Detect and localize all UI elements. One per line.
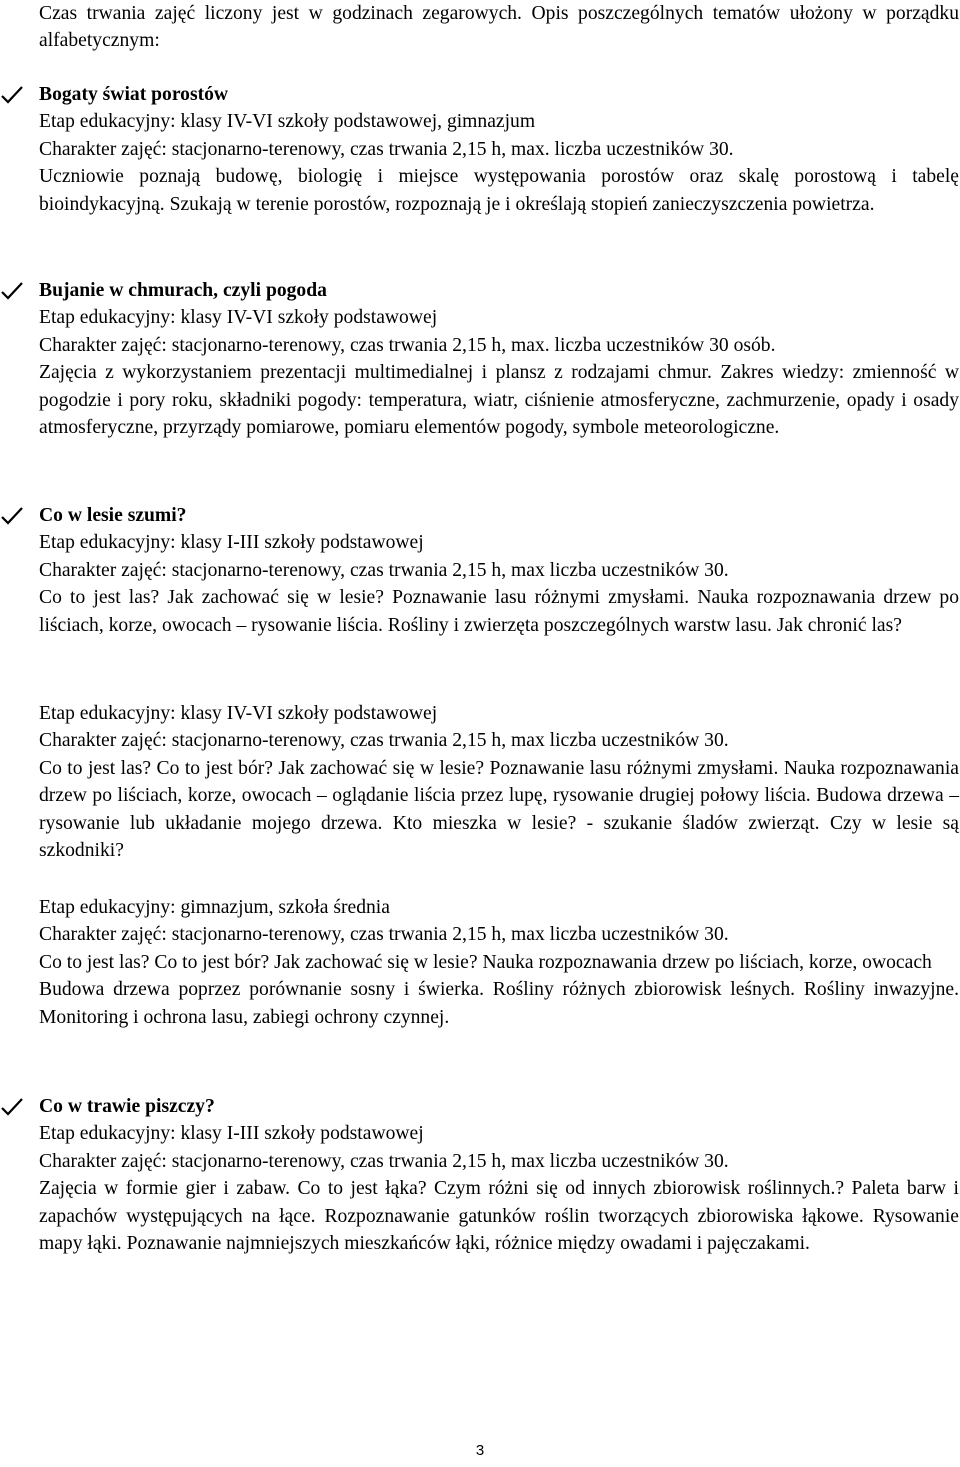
topic-charakter: Charakter zajęć: stacjonarno-terenowy, czas trwania 2,15 h, max. liczba uczestników 30.: [39, 138, 734, 160]
topic-charakter: Charakter zajęć: stacjonarno-terenowy, czas trwania 2,15 h, max liczba uczestników 30.: [39, 1150, 729, 1172]
topic-etap: Etap edukacyjny: gimnazjum, szkoła średnia: [39, 897, 390, 918]
check-icon: [0, 281, 24, 301]
topic-title: Bujanie w chmurach, czyli pogoda: [39, 280, 327, 301]
topic-etap: Etap edukacyjny: klasy IV-VI szkoły podstawowej, gimnazjum: [39, 111, 536, 133]
topic-description: Co to jest las? Co to jest bór? Jak zachować się w lesie? Nauka rozpoznawania drzew po liściach, korze, owocach: [39, 951, 932, 973]
topic-description: Zajęcia z wykorzystaniem prezentacji multimedialnej i plansz z rodzajami chmur. Zakres wiedzy: zmienność w pogodzie i pory roku, składniki pogody: temperatura, wiatr, ciśnienie atmosferyczne, zachmurzenie, opady i osady atmosferyczne, przyrządy pomiarowe, pomiaru elementów pogody, symbole meteorologiczne.: [39, 362, 959, 439]
topic-charakter: Charakter zajęć: stacjonarno-terenowy, czas trwania 2,15 h, max liczba uczestników 30.: [39, 559, 729, 581]
topic-etap: Etap edukacyjny: klasy IV-VI szkoły podstawowej: [39, 307, 438, 329]
topic-etap: Etap edukacyjny: klasy IV-VI szkoły podstawowej: [39, 703, 438, 724]
topic-charakter: Charakter zajęć: stacjonarno-terenowy, czas trwania 2,15 h, max liczba uczestników 30.: [39, 730, 729, 752]
topic-etap: Etap edukacyjny: klasy I-III szkoły podstawowej: [39, 532, 424, 554]
topic-porosty: [39, 81, 959, 218]
topic-description: Zajęcia w formie gier i zabaw. Co to jest łąka? Czym różni się od innych zbiorowisk roślinnych.? Paleta barw i zapachów występujących na łące. Rozpoznawanie gatunków roślin tworzących zbiorowiska łąkowe. Rysowanie mapy łąki. Poznawanie najmniejszych mieszkańców łąki, różnice między owadami i pajęczakami.: [39, 1178, 959, 1255]
check-icon: [0, 85, 24, 105]
page-number: 3: [475, 1442, 485, 1459]
topic-charakter: Charakter zajęć: stacjonarno-terenowy, czas trwania 2,15 h, max. liczba uczestników 30 osób.: [39, 334, 776, 356]
topic-las-section-2: [39, 700, 959, 864]
topic-description-extra: Budowa drzewa poprzez porównanie sosny i świerka. Rośliny różnych zbiorowisk leśnych. Rośliny inwazyjne. Monitoring i ochrona lasu, zabiegi ochrony czynnej.: [39, 979, 959, 1028]
topic-title: Co w lesie szumi?: [39, 505, 187, 526]
topic-pogoda: [39, 277, 959, 441]
topic-las-section-3: [39, 894, 959, 1031]
topic-title: Bogaty świat porostów: [39, 84, 229, 105]
topic-description: Co to jest las? Jak zachować się w lesie? Poznawanie lasu różnymi zmysłami. Nauka rozpoznawania drzew po liściach, korze, owocach – rysowanie liścia. Rośliny i zwierzęta poszczególnych warstw lasu. Jak chronić las?: [39, 587, 959, 636]
topic-charakter: Charakter zajęć: stacjonarno-terenowy, czas trwania 2,15 h, max liczba uczestników 30.: [39, 924, 729, 946]
check-icon: [0, 1097, 24, 1117]
topic-las: [39, 502, 959, 639]
topic-laka: [39, 1093, 959, 1257]
topic-description: Co to jest las? Co to jest bór? Jak zachować się w lesie? Poznawanie lasu różnymi zmysłami. Nauka rozpoznawania drzew po liściach, korze, owocach – oglądanie liścia przez lupę, rysowanie drugiej połowy liścia. Budowa drzewa – rysowanie lub układanie mojego drzewa. Kto mieszka w lesie? - szukanie śladów zwierząt. Czy w lesie są szkodniki?: [39, 757, 959, 862]
topic-description: Uczniowie poznają budowę, biologię i miejsce występowania porostów oraz skalę porostową i tabelę bioindykacyjną. Szukają w terenie porostów, rozpoznają je i określają stopień zanieczyszczenia powietrza.: [39, 166, 959, 215]
topic-title: Co w trawie piszczy?: [39, 1096, 215, 1117]
topic-etap: Etap edukacyjny: klasy I-III szkoły podstawowej: [39, 1123, 424, 1145]
intro-paragraph: Czas trwania zajęć liczony jest w godzinach zegarowych. Opis poszczególnych tematów ułożony w porządku alfabetycznym:: [39, 3, 959, 51]
check-icon: [0, 506, 24, 526]
